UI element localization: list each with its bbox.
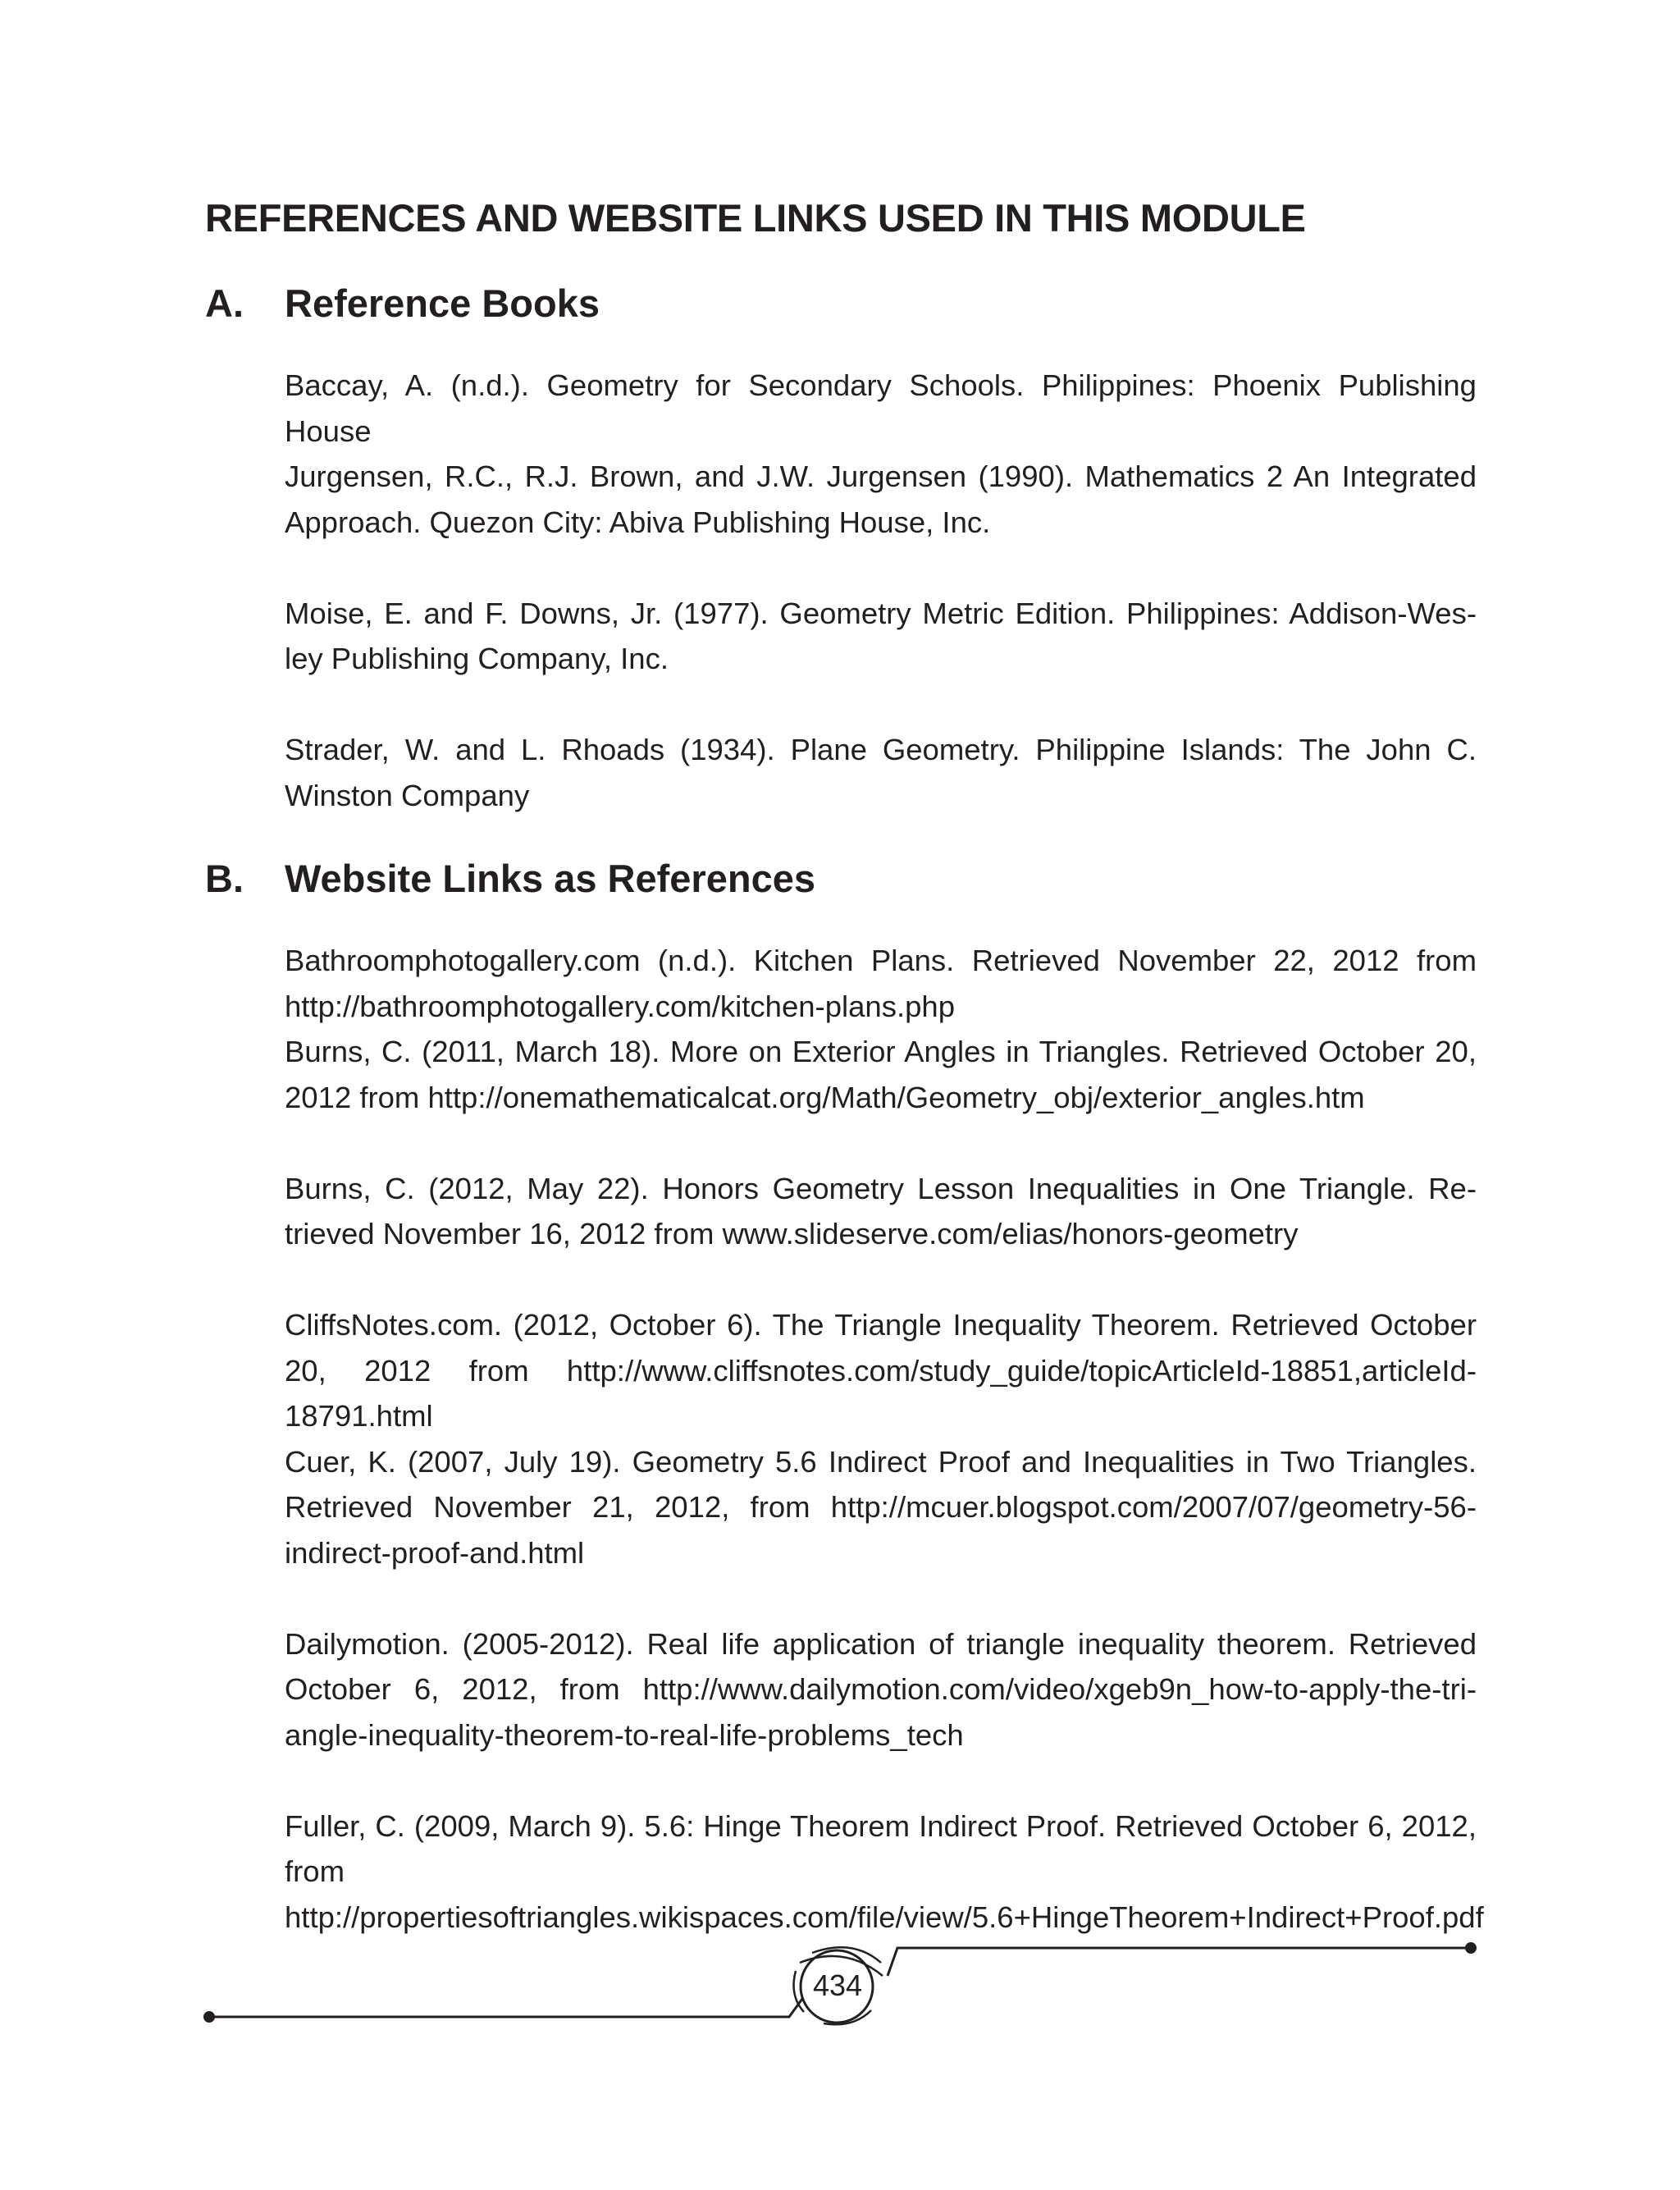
reference-entry: Baccay, A. (n.d.). Geometry for Secondary Schools. Philippines: Phoenix Publishing House <box>285 368 1477 448</box>
reference-entry: Cuer, K. (2007, July 19). Geometry 5.6 Indirect Proof and Inequalities in Two Triangles. Retrieved November 21, 2012, from http://mcuer.blogspot.com/2007/07/geometry-56-indirect-proof-and.html <box>285 1444 1477 1570</box>
section-letter: B. <box>205 857 244 900</box>
section-website-links <box>205 854 1484 1940</box>
reference-entry: Bathroomphotogallery.com (n.d.). Kitchen Plans. Retrieved November 22, 2012 from http://bathroomphotogallery.com/kitchen-plans.php <box>285 944 1477 1023</box>
reference-list <box>285 363 1477 818</box>
footer-line-left <box>209 1999 802 2017</box>
reference-entry: CliffsNotes.com. (2012, October 6). The Triangle Inequality Theorem. Retrieved October 20, 2012 from http://www.cliffsnotes.com/study_guide/topicArticleId-18851,articleId-18791.html <box>285 1308 1477 1433</box>
section-heading <box>205 279 1477 328</box>
reference-entry: Fuller, C. (2009, March 9). 5.6: Hinge Theorem Indirect Proof. Retrieved October 6, 2012, from http://propertiesoftriangles.wikispaces.com/file/view/5.6+HingeTheorem+Indirect+Proof.pdf <box>285 1808 1484 1934</box>
page-number: 434 <box>812 1968 863 2002</box>
swoosh-arc <box>812 1947 881 1963</box>
footer-dot-right <box>1465 1942 1477 1954</box>
section-heading <box>205 854 1477 903</box>
reference-entry: Burns, C. (2011, March 18). More on Exterior Angles in Triangles. Retrieved October 20, 2012 from http://onemathematicalcat.org/Math/Geometry_obj/exterior_angles.htm <box>285 1035 1477 1114</box>
reference-entry: Burns, C. (2012, May 22). Honors Geometry Lesson Inequalities in One Triangle. Re-trieved November 16, 2012 from www.slideserve.com/elias/honors-geometry <box>285 1171 1477 1250</box>
reference-entry: Dailymotion. (2005-2012). Real life application of triangle inequality theorem. Retrieved October 6, 2012, from http://www.dailymotion.com/video/xgeb9n_how-to-apply-the-tri-angle-inequality-theorem-to-real-life-problems_tech <box>285 1626 1477 1752</box>
section-title: Website Links as References <box>285 857 815 900</box>
footer-dot-left <box>203 2011 215 2023</box>
page-title: REFERENCES AND WEBSITE LINKS USED IN THIS MODULE <box>205 196 1306 240</box>
section-title: Reference Books <box>285 281 600 325</box>
reference-entry: Strader, W. and L. Rhoads (1934). Plane Geometry. Philippine Islands: The John C. Winston Company <box>285 733 1477 812</box>
reference-list <box>285 938 1484 1940</box>
footer-line-right <box>888 1948 1471 1976</box>
reference-entry: Jurgensen, R.C., R.J. Brown, and J.W. Jurgensen (1990). Mathematics 2 An Integrated Approach. Quezon City: Abiva Publishing House, Inc. <box>285 459 1477 539</box>
section-reference-books <box>205 279 1477 818</box>
reference-entry: Moise, E. and F. Downs, Jr. (1977). Geometry Metric Edition. Philippines: Addison-Wes-ley Publishing Company, Inc. <box>285 596 1477 675</box>
section-letter: A. <box>205 281 244 325</box>
